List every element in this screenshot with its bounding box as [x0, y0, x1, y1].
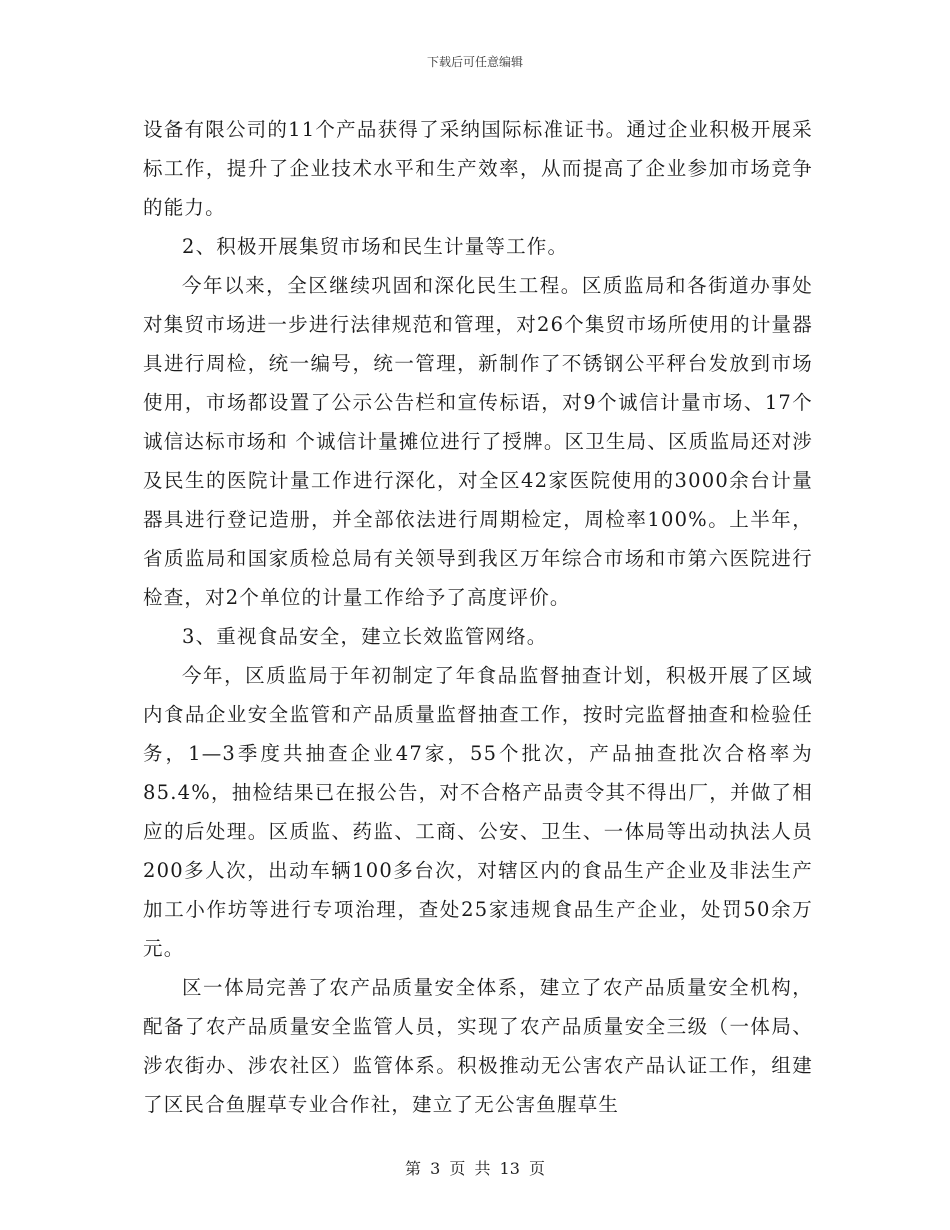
- page-footer: 第 3 页 共 13 页: [405, 1159, 545, 1178]
- paragraph-agriculture: 区一体局完善了农产品质量安全体系，建立了农产品质量安全机构，配备了农产品质量安全监管人员，实现了农产品质量安全三级（一体局、涉农街办、涉农社区）监管体系。积极推动无公害农产品认证工作，组建了区民合鱼腥草专业合作社，建立了无公害鱼腥草生: [143, 976, 813, 1116]
- paragraph-continued: 设备有限公司的11个产品获得了采纳国际标准证书。通过企业积极开展采标工作，提升了企业技术水平和生产效率，从而提高了企业参加市场竞争的能力。: [143, 118, 813, 219]
- paragraph-food-safety: 今年，区质监局于年初制定了年食品监督抽查计划，积极开展了区域内食品企业安全监管和产品质量监督抽查工作，按时完监督抽查和检验任务，1—3季度共抽查企业47家，55个批次，产品抽查批次合格率为85.4%，抽检结果已在报公告，对不合格产品责令其不得出厂，并做了相应的后处理。区质监、药监、工商、公安、卫生、一体局等出动执法人员200多人次，出动车辆100多台次，对辖区内的食品生产企业及非法生产加工小作坊等进行专项治理，查处25家违规食品生产企业，处罚50余万元。: [143, 664, 813, 960]
- section-heading-2: 2、积极开展集贸市场和民生计量等工作。: [182, 235, 569, 258]
- page-header: 下载后可任意编辑: [426, 55, 523, 69]
- document-body: [143, 110, 813, 1124]
- section-heading-3: 3、重视食品安全，建立长效监管网络。: [182, 625, 548, 648]
- paragraph-metrology: 今年以来，全区继续巩固和深化民生工程。区质监局和各街道办事处对集贸市场进一步进行法律规范和管理，对26个集贸市场所使用的计量器具进行周检，统一编号，统一管理，新制作了不锈钢公平秤台发放到市场使用，市场都设置了公示公告栏和宣传标语，对9个诚信计量市场、17个诚信达标市场和 个诚信计量摊位进行了授牌。区卫生局、区质监局还对涉及民生的医院计量工作进行深化，对全区42家医院使用的3000余台计量器具进行登记造册，并全部依法进行周期检定，周检率100%。上半年，省质监局和国家质检总局有关领导到我区万年综合市场和市第六医院进行检查，对2个单位的计量工作给予了高度评价。: [143, 274, 813, 609]
